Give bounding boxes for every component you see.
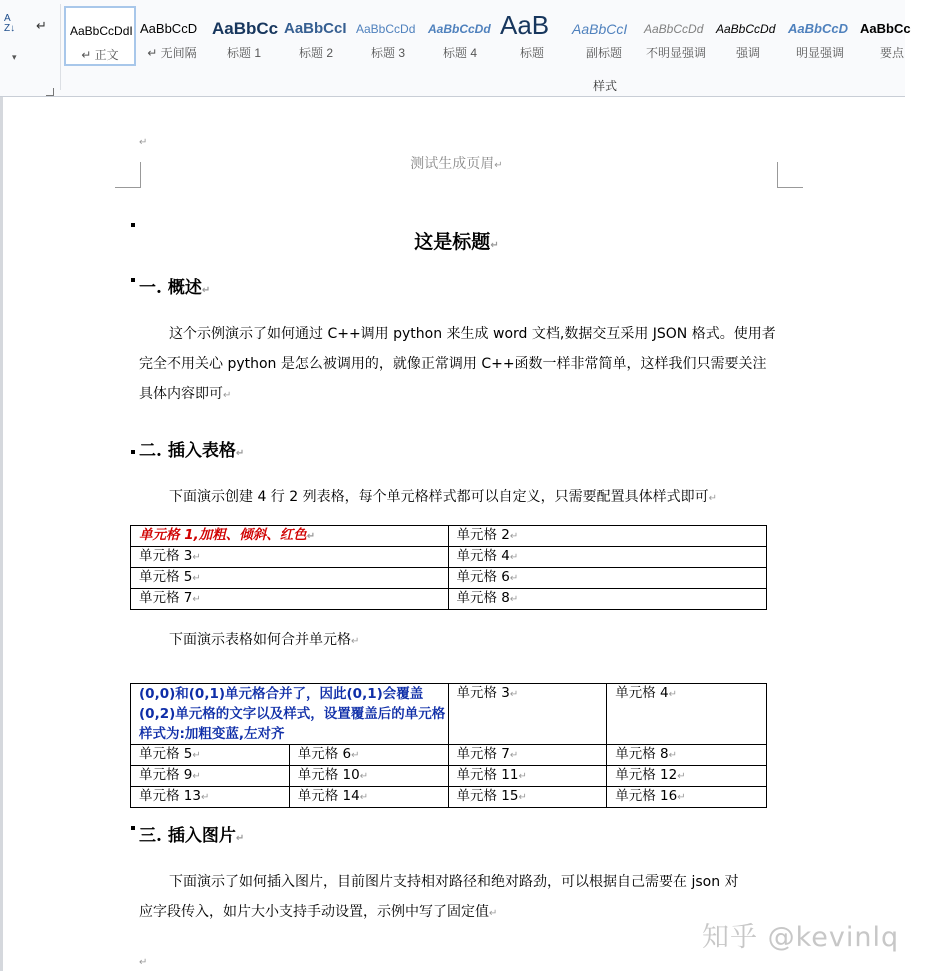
return-mark: ↵: [192, 771, 201, 782]
style-sample: AaBbCcDd: [644, 22, 704, 36]
style-item[interactable]: [856, 6, 928, 66]
cell-text: 单元格 7: [139, 590, 193, 606]
return-mark: ↵: [708, 493, 718, 504]
cell-text: (0,0)和(0,1)单元格合并了，因此(0,1)会覆盖(0,2)单元格的文字以及样式，设置覆盖后的单元格样式为:加粗变蓝,左对齐: [139, 686, 446, 742]
table-row: [131, 745, 767, 766]
return-mark: ↵: [509, 552, 519, 563]
table-intro-paragraph: [139, 482, 777, 514]
style-label: 明显强调: [795, 46, 844, 60]
style-label: 要点: [879, 46, 904, 60]
style-item[interactable]: [208, 6, 280, 66]
return-mark: ↵: [509, 594, 519, 605]
paragraph-dialog-launcher-icon[interactable]: [46, 88, 54, 96]
style-sample: AaBbCcI: [284, 20, 347, 37]
cell-text: 单元格 16: [615, 788, 678, 804]
heading-text: 二. 插入表格: [139, 441, 236, 461]
table-cell[interactable]: [131, 745, 290, 766]
return-mark: ↵: [235, 448, 245, 459]
merge-intro-paragraph: [139, 625, 777, 657]
cell-text: 单元格 3: [456, 685, 510, 701]
paragraph-text: 这个示例演示了如何通过 C++调用 python 来生成 word 文档,数据交互采用 JSON 格式。使用者完全不用关心 python 是怎么被调用的，就像正常调用 C++函数一样非常简单，这样我们只需要关注具体内容即可: [139, 326, 776, 402]
table-row: [131, 568, 767, 589]
return-mark: ↵: [351, 636, 360, 647]
page-header[interactable]: [7, 153, 906, 173]
style-sample: AaBbCcDdI: [70, 24, 133, 38]
style-item[interactable]: [712, 6, 784, 66]
document-title: [7, 227, 906, 254]
header-text: 测试生成页眉: [410, 156, 495, 172]
dropdown-arrow-icon[interactable]: ▾: [12, 52, 17, 62]
table-cell[interactable]: [289, 766, 448, 787]
table-row: [131, 684, 767, 745]
return-mark: ↵: [192, 750, 201, 761]
style-sample: AaBbCcDd: [428, 22, 491, 36]
return-mark: ↵: [192, 594, 201, 605]
cell-text: 单元格 10: [297, 767, 360, 783]
return-mark: ↵: [489, 908, 498, 919]
style-label: ↵ 正文: [81, 48, 119, 62]
watermark: 知乎 @kevinlq: [702, 922, 900, 953]
table-cell[interactable]: [448, 568, 767, 589]
style-label: ↵ 无间隔: [147, 46, 197, 60]
style-sample: AaBbCc: [212, 19, 279, 38]
table-merged[interactable]: [130, 683, 767, 808]
paragraph-marker: [131, 826, 135, 830]
styles-gallery: [64, 6, 928, 68]
cell-text: 单元格 1,加粗、倾斜、红色: [139, 527, 307, 543]
table-cell[interactable]: [131, 568, 449, 589]
return-mark: ↵: [359, 792, 369, 803]
document-page[interactable]: [7, 97, 906, 971]
table-cell[interactable]: [448, 766, 607, 787]
return-mark: ↵: [677, 771, 686, 782]
cell-text: 单元格 2: [456, 527, 510, 543]
paragraph-group: [0, 4, 60, 96]
table-row: [131, 766, 767, 787]
return-mark: ↵: [509, 689, 519, 700]
style-label: 标题: [519, 46, 544, 60]
cell-text: 单元格 3: [139, 548, 193, 564]
cell-text: 单元格 15: [456, 788, 519, 804]
return-mark: ↵: [201, 285, 211, 296]
ribbon: [0, 0, 911, 97]
return-mark: ↵: [192, 573, 201, 584]
style-label: 不明显强调: [645, 46, 706, 60]
style-item[interactable]: [640, 6, 712, 66]
paragraph-text: 下面演示了如何插入图片，目前图片支持相对路径和绝对路劲，可以根据自己需要在 json 对应字段传入，如片大小支持手动设置，示例中写了固定值: [139, 874, 739, 920]
style-label: 强调: [735, 46, 760, 60]
cell-text: 单元格 11: [456, 767, 519, 783]
heading-insert-table: [139, 436, 244, 461]
return-mark: ↵: [351, 750, 360, 761]
cell-text: 单元格 4: [615, 685, 669, 701]
heading-text: 一. 概述: [139, 278, 202, 298]
return-mark: ↵: [223, 390, 232, 401]
table-cell[interactable]: [607, 787, 767, 808]
heading-text: 三. 插入图片: [139, 826, 236, 846]
merged-cell[interactable]: [131, 684, 449, 745]
style-item[interactable]: [352, 6, 424, 66]
table-4x2[interactable]: [130, 525, 767, 610]
style-sample: AaBbCcDd: [716, 22, 776, 36]
return-mark: ↵: [235, 833, 245, 844]
style-sample: AaBbCcI: [572, 21, 628, 37]
table-row: [131, 787, 767, 808]
table-cell[interactable]: [131, 589, 449, 610]
table-cell[interactable]: [448, 547, 767, 568]
return-mark: ↵: [677, 792, 686, 803]
table-cell[interactable]: [289, 745, 448, 766]
document-canvas[interactable]: [0, 97, 905, 971]
table-row: [131, 526, 767, 547]
return-mark: ↵: [509, 750, 519, 761]
table-cell[interactable]: [607, 745, 767, 766]
cell-text: 单元格 13: [139, 788, 201, 804]
style-label: 标题 2: [298, 46, 333, 60]
return-mark: ↵: [306, 531, 316, 542]
table-cell[interactable]: [607, 684, 767, 745]
style-label: 副标题: [585, 46, 622, 60]
table-cell[interactable]: [607, 766, 767, 787]
cell-text: 单元格 8: [615, 746, 669, 762]
style-sample: AaBbCcD: [788, 21, 848, 36]
style-item[interactable]: [424, 6, 496, 66]
cell-text: 单元格 14: [297, 788, 360, 804]
style-item[interactable]: [496, 6, 568, 66]
style-sample: AaBbCcDd: [356, 22, 416, 36]
table-cell[interactable]: [289, 787, 448, 808]
style-label: 标题 3: [370, 46, 405, 60]
cell-text: 单元格 6: [456, 569, 510, 585]
cell-text: 单元格 8: [456, 590, 510, 606]
style-label: 标题 4: [442, 46, 477, 60]
table-cell[interactable]: [448, 589, 767, 610]
styles-group-label: 样式: [592, 79, 617, 93]
return-mark: ↵: [509, 573, 519, 584]
table-cell[interactable]: [131, 526, 449, 547]
show-marks-icon[interactable]: ↵: [36, 18, 47, 33]
paragraph-text: 下面演示创建 4 行 2 列表格，每个单元格样式都可以自定义，只需要配置具体样式即可: [169, 489, 709, 505]
return-mark: ↵: [518, 771, 527, 782]
heading-insert-image: [139, 821, 244, 846]
return-mark: ↵: [668, 689, 678, 700]
style-item[interactable]: [784, 6, 856, 66]
heading-overview: [139, 273, 210, 298]
image-intro-paragraph: [139, 867, 749, 929]
style-item[interactable]: [136, 6, 208, 66]
return-mark: ↵: [139, 137, 148, 148]
overview-paragraph: [139, 319, 777, 411]
table-cell[interactable]: [131, 547, 449, 568]
paragraph-text: 下面演示表格如何合并单元格: [169, 632, 351, 648]
title-text: 这是标题: [414, 231, 491, 253]
cell-text: 单元格 7: [456, 746, 510, 762]
paragraph-marker: [131, 450, 135, 454]
style-sample: AaBbCc: [860, 21, 911, 36]
return-mark: ↵: [192, 552, 201, 563]
return-mark: ↵: [668, 750, 678, 761]
cell-text: 单元格 6: [297, 746, 352, 762]
group-separator: [60, 4, 61, 90]
table-cell[interactable]: [448, 684, 607, 745]
return-mark: ↵: [359, 771, 369, 782]
cell-text: 单元格 4: [456, 548, 510, 564]
style-label: 标题 1: [226, 46, 261, 60]
style-item[interactable]: [568, 6, 640, 66]
style-sample: AaB: [500, 10, 550, 40]
cell-text: 单元格 5: [139, 746, 193, 762]
return-mark: ↵: [139, 957, 148, 968]
style-item[interactable]: [64, 6, 136, 66]
return-mark: ↵: [200, 792, 210, 803]
return-mark: ↵: [494, 160, 503, 171]
return-mark: ↵: [518, 792, 527, 803]
table-cell[interactable]: [131, 766, 290, 787]
cell-text: 单元格 9: [139, 767, 193, 783]
paragraph-marker: [131, 278, 135, 282]
cell-text: 单元格 12: [615, 767, 678, 783]
table-row: [131, 547, 767, 568]
style-item[interactable]: [280, 6, 352, 66]
sort-icon[interactable]: A Z↓: [4, 13, 16, 34]
table-cell[interactable]: [131, 787, 290, 808]
style-sample: AaBbCcD: [140, 21, 198, 36]
return-mark: ↵: [490, 240, 499, 251]
table-cell[interactable]: [448, 526, 767, 547]
return-mark: ↵: [509, 531, 519, 542]
table-cell[interactable]: [448, 787, 607, 808]
table-cell[interactable]: [448, 745, 607, 766]
table-row: [131, 589, 767, 610]
cell-text: 单元格 5: [139, 569, 193, 585]
